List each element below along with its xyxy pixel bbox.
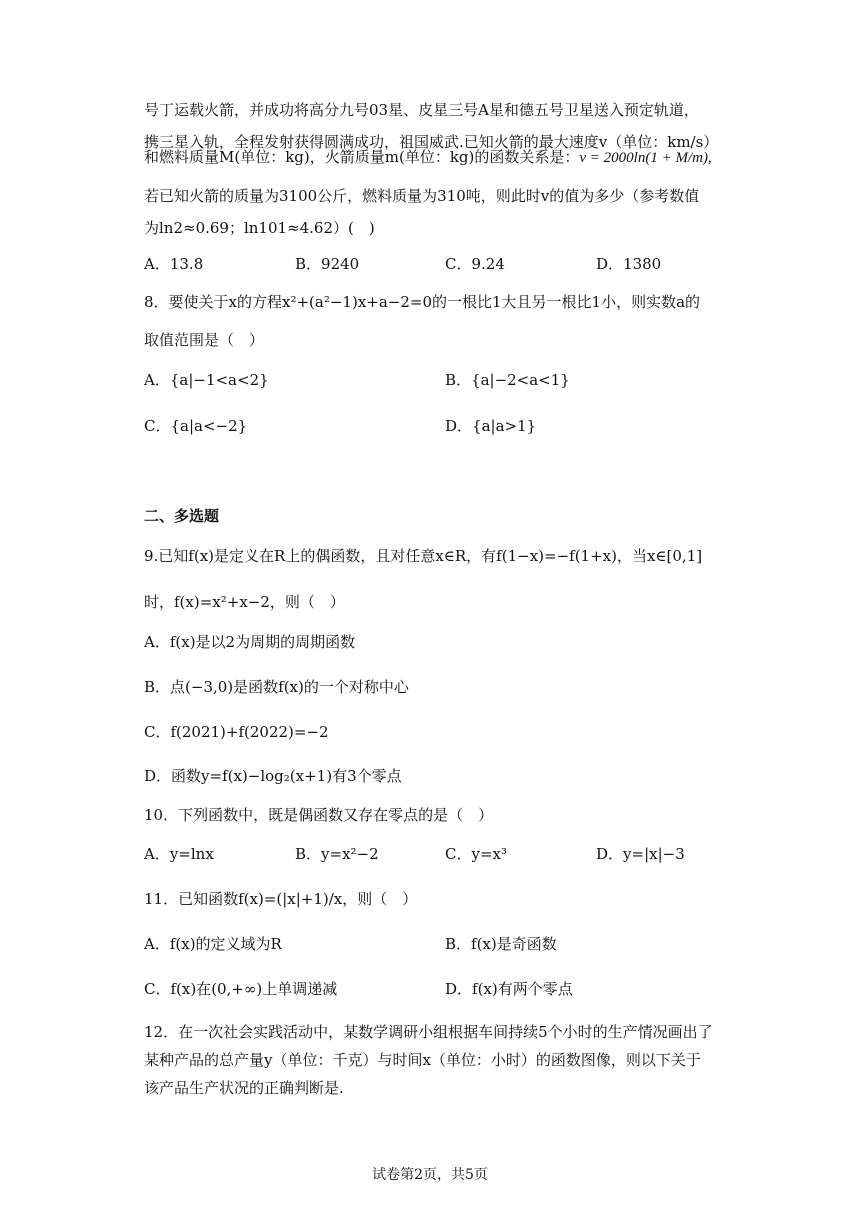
q7-option-d[interactable]: D．1380 — [596, 255, 662, 273]
q11-line-1: 11．已知函数f(x)=(|x|+1)/x，则（ ） — [144, 890, 418, 908]
q10-option-a[interactable]: A．y=lnx — [144, 845, 214, 863]
q9-line-1: 9.已知f(x)是定义在R上的偶函数，且对任意x∈R，有f(1−x)=−f(1+x)，当x∈[0,1] — [144, 547, 703, 565]
q10-line-1: 10．下列函数中，既是偶函数又存在零点的是（ ） — [144, 806, 494, 824]
q9-option-d[interactable]: D．函数y=f(x)−log₂(x+1)有3个零点 — [144, 767, 402, 785]
q8-option-b[interactable]: B．{a|−2<a<1} — [445, 371, 570, 389]
page-footer: 试卷第2页，共5页 — [372, 1167, 488, 1183]
q7-option-a[interactable]: A．13.8 — [144, 255, 204, 273]
q7-line-1: 号丁运载火箭，并成功将高分九号03星、皮星三号A星和德五号卫星送入预定轨道， — [144, 101, 699, 119]
q8-line-1: 8．要使关于x的方程x²+(a²−1)x+a−2=0的一根比1大且另一根比1小，则实数a的 — [144, 293, 701, 311]
q8-option-d[interactable]: D．{a|a>1} — [445, 417, 537, 435]
q9-option-a[interactable]: A．f(x)是以2为周期的周期函数 — [144, 633, 356, 651]
q9-option-b[interactable]: B．点(−3,0)是函数f(x)的一个对称中心 — [144, 678, 409, 696]
q11-option-c[interactable]: C．f(x)在(0,+∞)上单调递减 — [144, 980, 338, 998]
q7-line-2: 携三星入轨，全程发射获得圆满成功，祖国威武.已知火箭的最大速度v（单位：km/s） — [144, 133, 719, 151]
q10-option-b[interactable]: B．y=x²−2 — [295, 845, 379, 863]
q7-line-3 — [144, 145, 712, 170]
q12-line-3: 该产品生产状况的正确判断是. — [144, 1079, 344, 1097]
q10-option-d[interactable]: D．y=|x|−3 — [596, 845, 685, 863]
q7-line-5: 为ln2≈0.69；ln101≈4.62）( ) — [144, 219, 375, 237]
q12-line-2: 某种产品的总产量y（单位：千克）与时间x（单位：小时）的函数图像，则以下关于 — [144, 1051, 701, 1069]
q8-line-2: 取值范围是（ ） — [144, 331, 265, 349]
q11-option-d[interactable]: D．f(x)有两个零点 — [445, 980, 573, 998]
q11-option-a[interactable]: A．f(x)的定义域为R — [144, 935, 282, 953]
q7-option-b[interactable]: B．9240 — [295, 255, 360, 273]
q10-option-c[interactable]: C．y=x³ — [445, 845, 507, 863]
q11-option-b[interactable]: B．f(x)是奇函数 — [445, 935, 557, 953]
q7-option-c[interactable]: C．9.24 — [445, 255, 505, 273]
q12-line-1: 12．在一次社会实践活动中，某数学调研小组根据车间持续5个小时的生产情况画出了 — [144, 1023, 713, 1041]
q9-line-2: 时，f(x)=x²+x−2，则（ ） — [144, 593, 345, 611]
section-heading-multiple-choice: 二、多选题 — [144, 507, 220, 525]
q7-line-3-text: 和燃料质量M(单位：kg)，火箭质量m(单位：kg)的函数关系是： — [144, 148, 580, 166]
q7-formula: v = 2000ln(1 + M/m), — [579, 150, 712, 166]
q8-option-c[interactable]: C．{a|a<−2} — [144, 417, 248, 435]
q9-option-c[interactable]: C．f(2021)+f(2022)=−2 — [144, 723, 329, 741]
q8-option-a[interactable]: A．{a|−1<a<2} — [144, 371, 269, 389]
q7-line-4: 若已知火箭的质量为3100公斤，燃料质量为310吨，则此时v的值为多少（参考数值 — [144, 187, 700, 205]
